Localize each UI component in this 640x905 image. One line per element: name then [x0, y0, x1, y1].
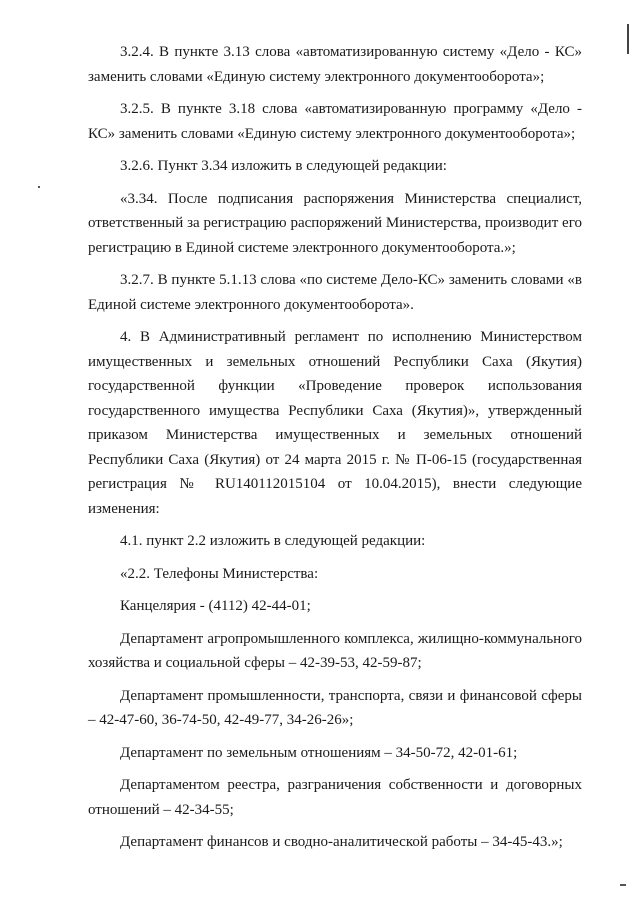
paragraph-3-2-4: 3.2.4. В пункте 3.13 слова «автоматизированную систему «Дело - КС» заменить словами «Единую систему электронного документооборота»;	[88, 44, 582, 85]
scan-dot-mark	[38, 186, 40, 188]
phone-land-department: Департамент по земельным отношениям – 34-50-72, 42-01-61;	[120, 744, 518, 761]
document-body	[88, 40, 582, 863]
phone-finance-department: Департамент финансов и сводно-аналитической работы – 34-45-43.»;	[120, 834, 563, 850]
paragraph-3-34-quote: «3.34. После подписания распоряжения Министерства специалист, ответственный за регистрацию распоряжений Министерства, производит его регистрацию в Единой системе электронного документооборота.»;	[88, 190, 582, 256]
paragraph-2-2-heading: «2.2. Телефоны Министерства:	[120, 565, 319, 582]
paragraph-3-2-5: 3.2.5. В пункте 3.18 слова «автоматизированную программу «Дело - КС» заменить словами «Единую систему электронного документооборота»;	[88, 101, 582, 142]
phone-agro-department: Департамент агропромышленного комплекса, жилищно-коммунального хозяйства и социальной сферы – 42-39-53, 42-59-87;	[88, 630, 582, 671]
phone-chancellery: Канцелярия - (4112) 42-44-01;	[120, 598, 311, 614]
phone-registry-department: Департаментом реестра, разграничения собственности и договорных отношений – 42-34-55;	[88, 777, 582, 818]
paragraph-3-2-6: 3.2.6. Пункт 3.34 изложить в следующей редакции:	[120, 158, 447, 174]
scan-corner-mark	[620, 884, 626, 886]
paragraph-3-2-7: 3.2.7. В пункте 5.1.13 слова «по системе Дело-КС» заменить словами «в Единой системе электронного документооборота».	[88, 272, 582, 313]
paragraph-4-1: 4.1. пункт 2.2 изложить в следующей редакции:	[120, 533, 426, 549]
phone-industry-department: Департамент промышленности, транспорта, связи и финансовой сферы – 42-47-60, 36-74-50, 42-49-77, 34-26-26»;	[88, 687, 582, 728]
scan-margin-mark	[627, 24, 629, 54]
paragraph-4: 4. В Административный регламент по исполнению Министерством имущественных и земельных отношений Республики Саха (Якутия) государственной функции «Проведение проверок использования государственного имущества Республики Саха (Якутия)», утвержденный приказом Министерства имущественных и земельных отношений Республики Саха (Якутия) от 24 марта 2015 г. № П-06-15 (государственная регистрация № RU140112015104 от 10.04.2015), внести следующие изменения:	[88, 329, 582, 517]
